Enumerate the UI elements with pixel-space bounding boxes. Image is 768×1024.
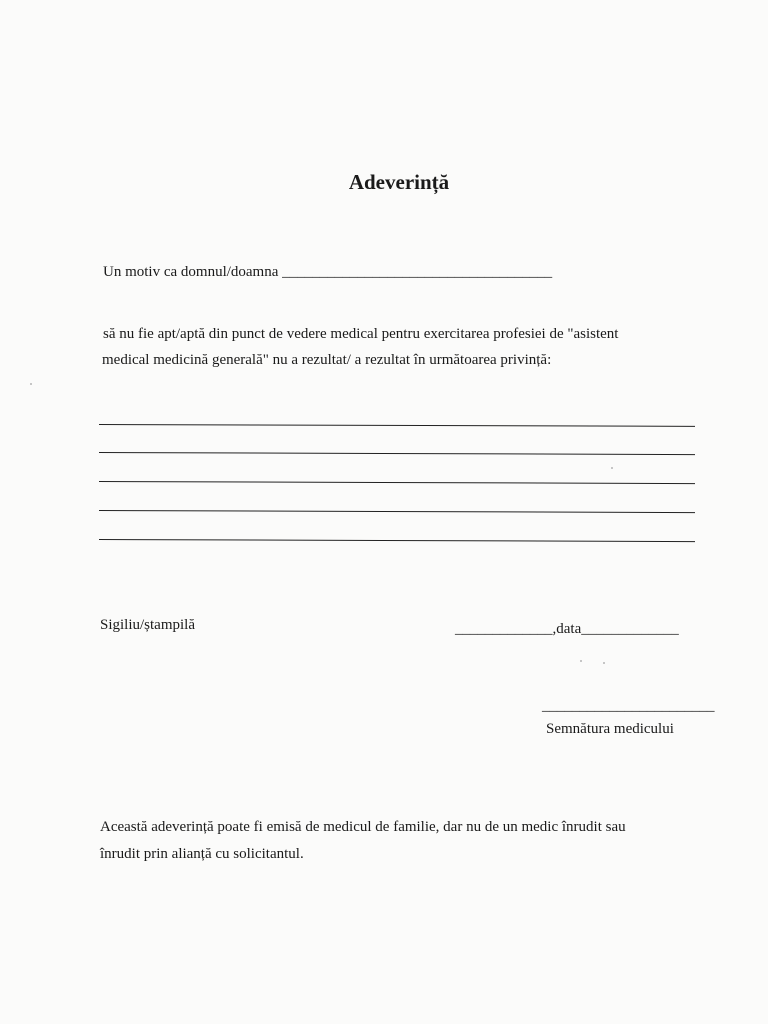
answer-line-1 (99, 424, 695, 427)
footer-line-2: înrudit prin alianță cu solicitantul. (100, 846, 304, 862)
document-title: Adeverință (348, 170, 450, 194)
answer-line-3 (99, 481, 695, 484)
date-field: _____________,data_____________ (455, 621, 679, 637)
signature-line: _______________________ (542, 698, 715, 714)
answer-line-5 (99, 539, 695, 542)
answer-line-4 (99, 510, 695, 513)
answer-line-2 (99, 452, 695, 455)
footer-line-1: Această adeverință poate fi emisă de medicul de familie, dar nu de un medic înrudit sau (100, 819, 626, 835)
body-line-1: să nu fie apt/aptă din punct de vedere medical pentru exercitarea profesiei de "asistent (103, 326, 619, 342)
scan-speck (580, 660, 582, 662)
intro-line: Un motiv ca domnul/doamna ____________________________________ (103, 264, 553, 280)
body-line-2: medical medicină generală" nu a rezultat/ a rezultat în următoarea privință: (102, 352, 552, 368)
signature-label: Semnătura medicului (546, 721, 674, 737)
stamp-label: Sigiliu/ștampilă (100, 617, 196, 633)
scan-speck (603, 662, 605, 664)
scan-speck (611, 467, 613, 469)
scan-speck (30, 383, 32, 385)
